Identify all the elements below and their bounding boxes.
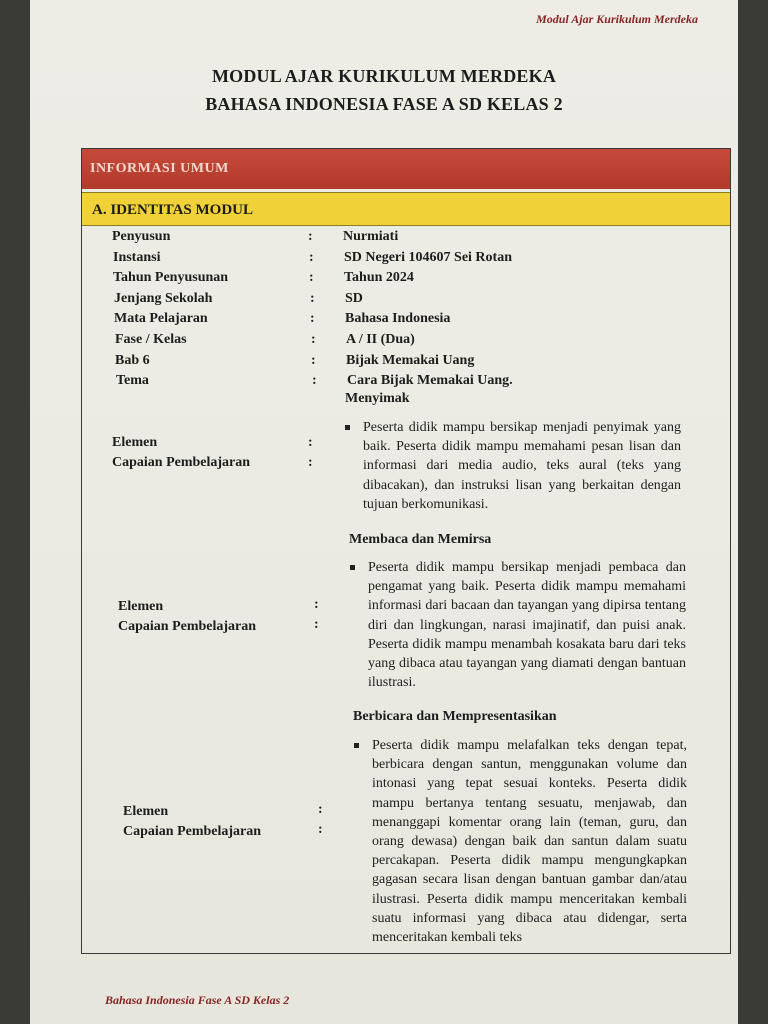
identity-label: Tahun Penyusunan — [113, 270, 229, 285]
element-1-colon2: : — [308, 455, 313, 470]
identity-colon: : — [309, 250, 314, 265]
element-2-label2: Capaian Pembelajaran — [118, 619, 257, 634]
element-1-bullet — [363, 418, 681, 514]
identity-value: SD Negeri 104607 Sei Rotan — [344, 250, 512, 265]
identity-value: Nurmiati — [343, 229, 399, 244]
identity-colon: : — [309, 270, 314, 285]
identity-value: A / II (Dua) — [346, 332, 415, 347]
element-3-text: Peserta didik mampu melafalkan teks dengan tepat, berbicara dengan santun, menggunakan volume dan intonasi yang tepat sesuai konteks. Peserta didik mampu bertanya tentang sesuatu, menjawab, dan menanggapi komentar orang lain (teman, guru, dan orang dewasa) dengan baik dan santun dalam suatu percakapan. Peserta didik mampu mengungkapkan gagasan secara lisan dengan bantuan gambar dan/atau ilustrasi. Peserta didik mampu menceritakan kembali suatu informasi yang dibaca atau didengar, serta menceritakan kembali teks — [372, 738, 687, 946]
document-title-line2: BAHASA INDONESIA FASE A SD KELAS 2 — [205, 94, 563, 114]
document-title-line1: MODUL AJAR KURIKULUM MERDEKA — [211, 66, 557, 86]
bullet-icon — [354, 743, 359, 748]
identity-value: Cara Bijak Memakai Uang. — [347, 373, 513, 388]
running-header: Modul Ajar Kurikulum Merdeka — [536, 12, 698, 26]
element-3-label2: Capaian Pembelajaran — [123, 824, 262, 839]
identity-label: Mata Pelajaran — [114, 311, 208, 326]
element-2-label: Elemen — [118, 599, 164, 614]
identity-colon: : — [310, 311, 315, 326]
element-3-bullet — [372, 736, 687, 947]
element-1-colon: : — [308, 435, 313, 450]
element-1-label: Elemen — [112, 435, 158, 450]
identity-value: Bahasa Indonesia — [345, 311, 451, 326]
identity-colon: : — [311, 332, 316, 347]
identity-label: Tema — [116, 373, 149, 388]
identity-label: Instansi — [113, 250, 161, 265]
identity-value: SD — [345, 291, 363, 306]
element-2-bullet — [368, 558, 686, 692]
element-1-text: Peserta didik mampu bersikap menjadi penyimak yang baik. Peserta didik mampu memahami pesan lisan dan informasi dari media audio, teks aural (teks yang dibacakan), dan instruksi lisan yang berkaitan dengan tujuan berkomunikasi. — [363, 420, 681, 512]
running-footer: Bahasa Indonesia Fase A SD Kelas 2 — [105, 993, 290, 1007]
identity-label: Penyusun — [112, 229, 171, 244]
bullet-icon — [345, 425, 350, 430]
element-1-heading: Menyimak — [345, 391, 410, 406]
identity-colon: : — [311, 353, 316, 368]
identity-label: Fase / Kelas — [115, 332, 187, 347]
element-2-colon2: : — [314, 617, 319, 632]
section-header-informasi-umum: INFORMASI UMUM — [82, 149, 730, 189]
element-2-colon: : — [314, 597, 319, 612]
identity-colon: : — [308, 229, 313, 244]
identity-colon: : — [310, 291, 315, 306]
identity-value: Bijak Memakai Uang — [346, 353, 475, 368]
element-2-text: Peserta didik mampu bersikap menjadi pembaca dan pengamat yang baik. Peserta didik mampu memahami informasi dari bacaan dan tayangan yang dipirsa tentang diri dan lingkungan, narasi imajinatif, dan puisi anak. Peserta didik mampu menambah kosakata baru dari teks yang dibaca atau tayangan yang diamati dengan bantuan ilustrasi. — [368, 560, 686, 691]
element-3-label: Elemen — [123, 804, 169, 819]
bullet-icon — [350, 565, 355, 570]
subsection-header-identitas-modul: A. IDENTITAS MODUL — [82, 192, 730, 226]
element-2-heading: Membaca dan Memirsa — [349, 532, 492, 547]
element-3-colon: : — [318, 802, 323, 817]
element-1-label2: Capaian Pembelajaran — [112, 455, 251, 470]
identity-value: Tahun 2024 — [344, 270, 414, 285]
document-page — [30, 0, 738, 1024]
identity-label: Jenjang Sekolah — [114, 291, 213, 306]
identity-label: Bab 6 — [115, 353, 150, 368]
element-3-colon2: : — [318, 822, 323, 837]
element-3-heading: Berbicara dan Mempresentasikan — [353, 709, 557, 724]
identity-colon: : — [312, 373, 317, 388]
